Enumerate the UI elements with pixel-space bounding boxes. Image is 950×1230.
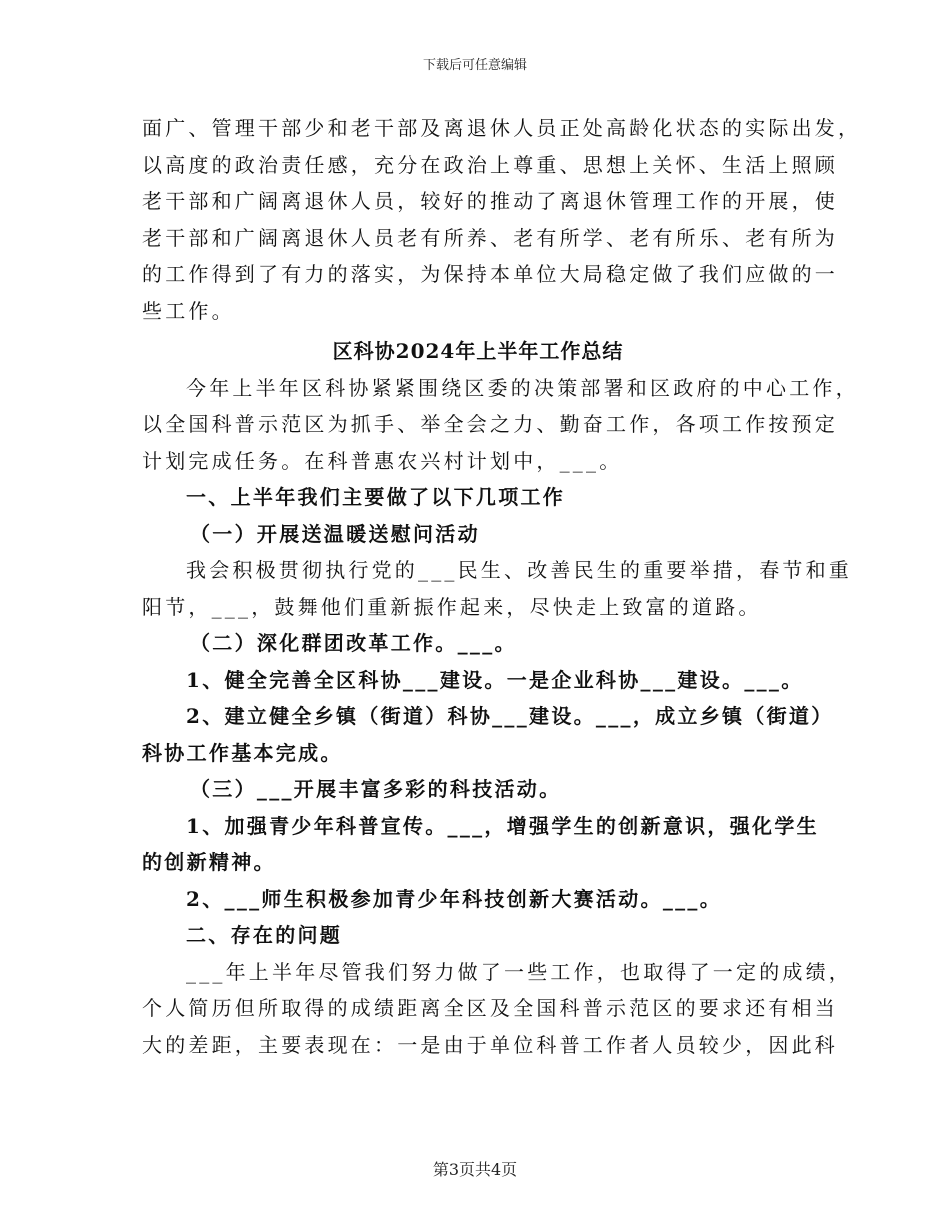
heading-level-1: 二、存在的问题 [186, 923, 343, 947]
section-title: 区科协2024年上半年工作总结 [332, 339, 624, 363]
page-header: 下载后可任意编辑 [422, 58, 527, 73]
body-line: 以高度的政治责任感，充分在政治上尊重、思想上关怀、生活上照顾 [142, 152, 838, 177]
bold-item: 1、加强青少年科普宣传。___，增强学生的创新意识，强化学生 [186, 813, 819, 838]
heading-level-2: （三）___开展丰富多彩的科技活动。 [190, 777, 562, 801]
heading-level-2: （二）深化群团改革工作。___。 [190, 631, 517, 655]
body-line: 些工作。 [142, 298, 235, 323]
body-line: 个人简历但所取得的成绩距离全区及全国科普示范区的要求还有相当 [142, 996, 838, 1020]
page-footer: 第3页共4页 [432, 1160, 518, 1179]
body-line: 我会积极贯彻执行党的___民生、改善民生的重要举措，春节和重 [186, 558, 852, 582]
body-line: 以全国科普示范区为抓手、举全会之力、勤奋工作，各项工作按预定 [142, 412, 838, 436]
body-line: 老干部和广阔离退休人员，较好的推动了离退休管理工作的开展，使 [142, 189, 838, 213]
bold-item: 1、健全完善全区科协___建设。一是企业科协___建设。___。 [186, 667, 804, 692]
bold-item: 科协工作基本完成。 [142, 740, 343, 765]
body-line: 今年上半年区科协紧紧围绕区委的决策部署和区政府的中心工作， [186, 375, 859, 400]
body-line: 的工作得到了有力的落实，为保持本单位大局稳定做了我们应做的一 [142, 262, 838, 286]
body-line: ___年上半年尽管我们努力做了一些工作，也取得了一定的成绩， [186, 959, 852, 984]
body-line: 老干部和广阔离退休人员老有所养、老有所学、老有所乐、老有所为 [142, 225, 838, 250]
body-line: 大的差距，主要表现在：一是由于单位科普工作者人员较少，因此科 [142, 1032, 838, 1057]
body-line: 面广、管理干部少和老干部及离退休人员正处高龄化状态的实际出发， [142, 116, 862, 140]
bold-item: 2、建立健全乡镇（街道）科协___建设。___，成立乡镇（街道） [186, 704, 834, 728]
document-body [142, 110, 862, 1063]
bold-item: 2、___师生积极参加青少年科技创新大赛活动。___。 [186, 886, 723, 911]
body-line: 阳节，___，鼓舞他们重新振作起来，尽快走上致富的道路。 [142, 594, 762, 619]
bold-item: 的创新精神。 [142, 850, 276, 874]
heading-level-1: 一、上半年我们主要做了以下几项工作 [186, 485, 566, 509]
body-line: 计划完成任务。在科普惠农兴村计划中，___。 [142, 448, 623, 473]
heading-level-2: （一）开展送温暖送慰问活动 [190, 521, 480, 546]
